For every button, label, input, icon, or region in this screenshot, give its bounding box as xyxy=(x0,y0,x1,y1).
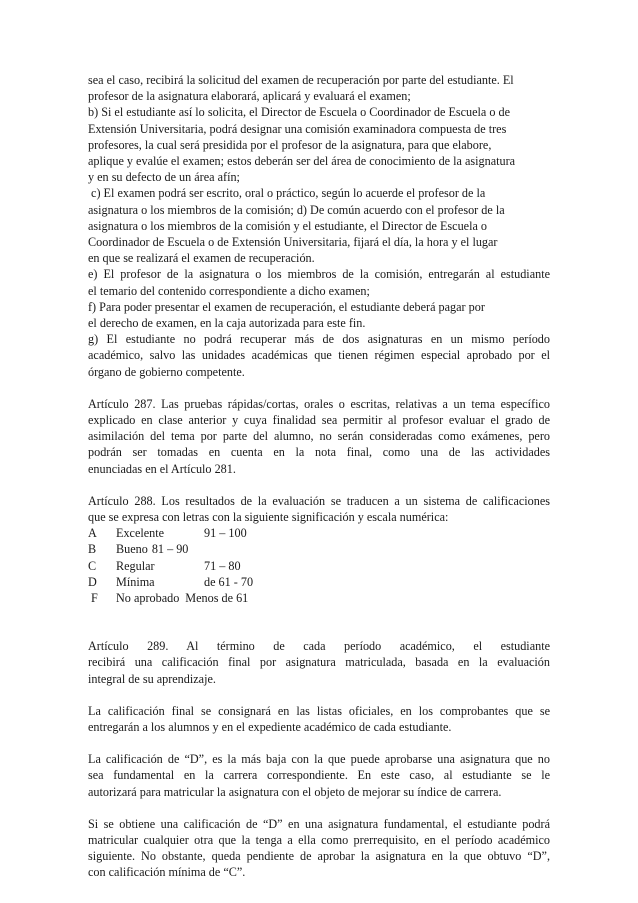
text-line: matricular cualquier otra que la tenga a ella como prerrequisito, en el período académico xyxy=(88,833,550,848)
text-line: que se expresa con letras con la siguiente significación y escala numérica: xyxy=(88,510,449,525)
text-line: y en su defecto de un área afín; xyxy=(88,170,240,185)
grade-letter: B xyxy=(88,542,97,557)
text-line: podrán ser tomadas en cuenta en la nota final, como una de las actividades xyxy=(88,445,550,460)
text-line: autorizará para matricular la asignatura con el objeto de mejorar su índice de carrera. xyxy=(88,784,502,799)
grade-range: 81 – 90 xyxy=(151,542,189,557)
text-line: con calificación mínima de “C”. xyxy=(88,865,246,880)
text-line: integral de su aprendizaje. xyxy=(88,671,216,686)
text-line: el derecho de examen, en la caja autorizada para este fin. xyxy=(88,316,366,331)
grade-letter: C xyxy=(88,558,97,573)
text-line: órgano de gobierno competente. xyxy=(88,364,245,379)
document-page xyxy=(88,72,550,881)
text-line: sea fundamental en la carrera correspondiente. En este caso, al estudiante se le xyxy=(88,768,550,783)
text-line: f) Para poder presentar el examen de recuperación, el estudiante deberá pagar por xyxy=(88,299,485,314)
text-line: enunciadas en el Artículo 281. xyxy=(88,461,236,476)
article-288 xyxy=(88,493,550,525)
text-line: siguiente. No obstante, queda pendiente de aprobar la asignatura en la que obtuvo “D”, xyxy=(88,849,550,864)
text-line: c) El examen podrá ser escrito, oral o práctico, según lo acuerde el profesor de la xyxy=(88,186,486,201)
text-line: profesor de la asignatura elaborará, aplicará y evaluará el examen; xyxy=(88,89,411,104)
text-line: académico, salvo las unidades académicas que tienen régimen especial aprobado por el xyxy=(88,348,550,363)
grade-name: No aprobado xyxy=(116,591,180,606)
grade-row xyxy=(88,541,550,557)
text-line: Extensión Universitaria, podrá designar una comisión examinadora compuesta de tres xyxy=(88,121,507,136)
grade-range: de 61 - 70 xyxy=(204,574,254,589)
article-289 xyxy=(88,638,550,687)
text-line: Artículo 288. Los resultados de la evaluación se traducen a un sistema de calificaciones xyxy=(88,493,550,508)
text-line: el temario del contenido correspondiente a dicho examen; xyxy=(88,283,370,298)
article-287 xyxy=(88,396,550,477)
text-line: asignatura o los miembros de la comisión y el estudiante, el Director de Escuela o xyxy=(88,218,488,233)
grade-scale-table xyxy=(88,525,550,606)
text-line: asimilación del tema por parte del alumno, no serán consideradas como exámenes, pero xyxy=(88,429,550,444)
grade-range: 91 – 100 xyxy=(204,526,247,541)
grade-name: Excelente xyxy=(116,526,165,541)
text-line: e) El profesor de la asignatura o los miembros de la comisión, entregarán al estudiante xyxy=(88,267,550,282)
text-line: b) Si el estudiante así lo solicita, el Director de Escuela o Coordinador de Escuela o de xyxy=(88,105,511,120)
recovery-exam-rules xyxy=(88,72,550,380)
text-line: entregarán a los alumnos y en el expediente académico de cada estudiante. xyxy=(88,720,452,735)
text-line: Si se obtiene una calificación de “D” en una asignatura fundamental, el estudiante podrá xyxy=(88,816,550,831)
fundamental-subject-paragraph xyxy=(88,816,550,881)
grade-letter: A xyxy=(88,526,97,541)
text-line: explicado en clase anterior y cuya finalidad sea permitir al profesor evaluar el grado de xyxy=(88,413,550,428)
grade-range: 71 – 80 xyxy=(204,558,241,573)
text-line: en que se realizará el examen de recuperación. xyxy=(88,251,315,266)
text-line: Artículo 287. Las pruebas rápidas/cortas, orales o escritas, relativas a un tema específico xyxy=(88,396,550,411)
text-line: Coordinador de Escuela o de Extensión Universitaria, fijará el día, la hora y el lugar xyxy=(88,235,498,250)
grade-letter: D xyxy=(88,574,97,589)
text-line: Artículo 289. Al término de cada período académico, el estudiante xyxy=(88,639,550,654)
grade-letter: F xyxy=(91,591,98,606)
final-grade-records-paragraph xyxy=(88,703,550,735)
grade-range: Menos de 61 xyxy=(185,591,249,606)
text-line: La calificación de “D”, es la más baja con la que puede aprobarse una asignatura que no xyxy=(88,752,550,767)
text-line: sea el caso, recibirá la solicitud del examen de recuperación por parte del estudiante. El xyxy=(88,73,514,87)
grade-name: Regular xyxy=(116,558,155,573)
text-line: recibirá una calificación final por asignatura matriculada, basada en la evaluación xyxy=(88,655,550,670)
grade-row xyxy=(88,525,550,541)
text-line: profesores, la cual será presidida por el profesor de la asignatura, para que elabore, xyxy=(88,137,492,152)
grade-d-paragraph xyxy=(88,751,550,800)
grade-name: Mínima xyxy=(116,574,155,589)
grade-row xyxy=(88,574,550,590)
text-line: g) El estudiante no podrá recuperar más de dos asignaturas en un mismo período xyxy=(88,332,550,347)
text-line: La calificación final se consignará en las listas oficiales, en los comprobantes que se xyxy=(88,703,550,718)
grade-row xyxy=(88,558,550,574)
grade-row xyxy=(88,590,550,606)
grade-name: Bueno xyxy=(116,542,148,557)
text-line: aplique y evalúe el examen; estos deberán ser del área de conocimiento de la asignatura xyxy=(88,154,516,169)
text-line: asignatura o los miembros de la comisión; d) De común acuerdo con el profesor de la xyxy=(88,202,505,217)
